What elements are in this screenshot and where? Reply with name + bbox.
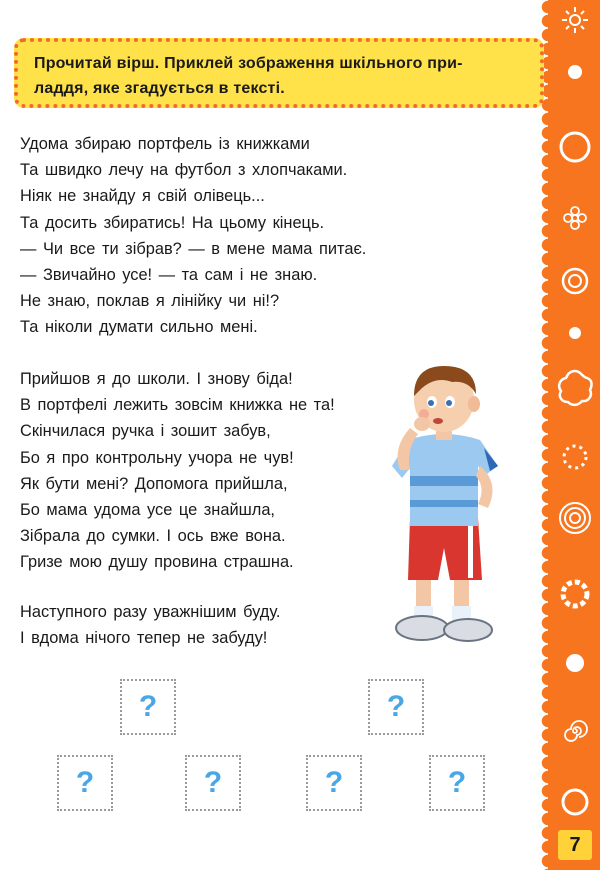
poem-line: Скінчилася ручка і зошит забув, [20, 422, 271, 441]
dot-icon [555, 653, 595, 673]
sticker-slot[interactable]: ? [429, 755, 485, 811]
instruction-line: Прочитай вірш. Приклей зображення шкільного при- [34, 55, 463, 72]
dot-icon [555, 326, 595, 340]
poem-stanza-1 [20, 131, 366, 341]
poem-line: І вдома нічого тепер не забуду! [20, 629, 268, 648]
poem-line: В портфелі лежить зовсім книжка не та! [20, 396, 335, 415]
dashed-ring-icon [555, 576, 595, 612]
poem-stanza-3 [20, 599, 280, 651]
poem-line: — Звичайно усе! — та сам і не знаю. [20, 266, 318, 285]
instruction-banner [14, 38, 544, 108]
poem-line: Прийшов я до школи. І знову біда! [20, 370, 293, 388]
blob-icon [555, 368, 595, 408]
poem-line: Наступного разу уважнішим буду. [20, 603, 281, 621]
ring-icon [555, 130, 595, 164]
sun-icon [555, 6, 595, 34]
spiral-icon [555, 718, 595, 744]
poem-line: Та швидко лечу на футбол з хлопчаками. [20, 161, 348, 180]
instruction-line: ладдя, яке згадується в тексті. [34, 80, 285, 97]
poem-line: Не знаю, поклав я лінійку чи ні!? [20, 292, 280, 311]
page-number: 7 [558, 830, 592, 860]
poem-stanza-2 [20, 366, 335, 576]
sticker-slot[interactable]: ? [185, 755, 241, 811]
sticker-slot[interactable]: ? [57, 755, 113, 811]
sticker-slot[interactable]: ? [120, 679, 176, 735]
scalloped-edge [541, 0, 555, 870]
flower-icon [555, 205, 595, 231]
target-icon [555, 500, 595, 536]
poem-line: Та досить збиратись! На цьому кінець. [20, 213, 325, 232]
double-ring-icon [555, 266, 595, 296]
poem-line: Як бути мені? Допомога прийшла, [20, 474, 288, 493]
poem-line: Бо я про контрольну учора не чув! [20, 448, 294, 467]
poem-line: — Чи все ти зібрав? — в мене мама питає. [20, 239, 367, 258]
sticker-slot[interactable]: ? [368, 679, 424, 735]
dot-icon [555, 64, 595, 80]
poem-line: Бо мама удома усе це знайшла, [20, 501, 275, 520]
poem-line: Гризе мою душу провина страшна. [20, 553, 294, 572]
ring-icon [555, 786, 595, 818]
poem-line: Зібрала до сумки. І ось вже вона. [20, 527, 286, 546]
dotted-ring-icon [555, 442, 595, 472]
boy-illustration [380, 358, 510, 653]
poem-line: Ніяк не знайду я свій олівець... [20, 187, 265, 206]
poem-line: Удома збираю портфель із книжками [20, 135, 310, 153]
sticker-slot[interactable]: ? [306, 755, 362, 811]
poem-line: Та ніколи думати сильно мені. [20, 318, 258, 337]
